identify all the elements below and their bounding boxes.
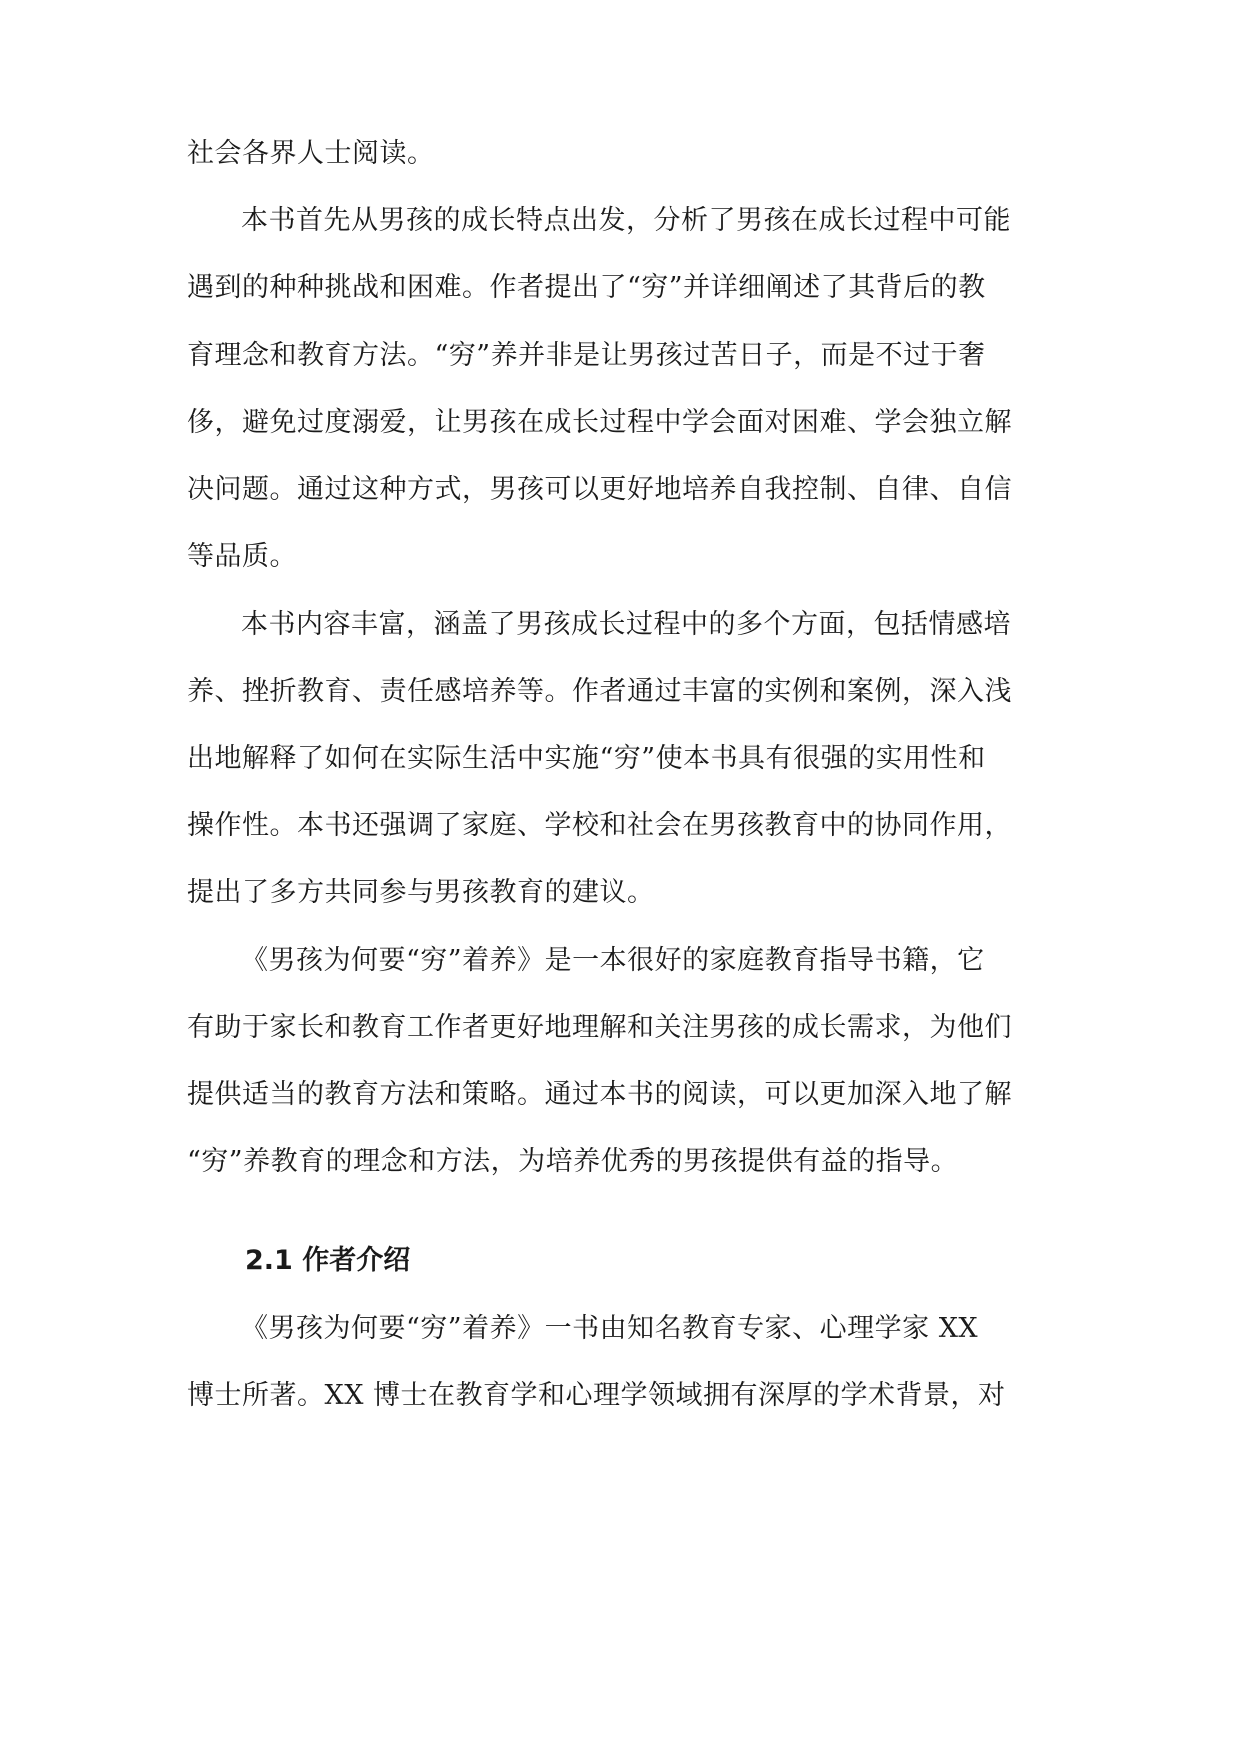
paragraph-line: 有助于家长和教育工作者更好地理解和关注男孩的成长需求，为他们: [187, 1012, 1012, 1043]
paragraph-line: 博士所著。XX 博士在教育学和心理学领域拥有深厚的学术背景，对: [187, 1380, 1006, 1411]
paragraph-line: 侈，避免过度溺爱，让男孩在成长过程中学会面对困难、学会独立解: [187, 407, 1012, 438]
paragraph-line: 本书内容丰富，涵盖了男孩成长过程中的多个方面，包括情感培: [241, 609, 1011, 640]
paragraph-line: 提供适当的教育方法和策略。通过本书的阅读，可以更加深入地了解: [187, 1079, 1012, 1110]
paragraph-line: 等品质。: [187, 541, 297, 572]
paragraph-line: 《男孩为何要“穷”着养》是一本很好的家庭教育指导书籍，它: [241, 945, 985, 976]
paragraph-line: 决问题。通过这种方式，男孩可以更好地培养自我控制、自律、自信: [187, 474, 1012, 505]
paragraph-line: 社会各界人士阅读。: [187, 138, 435, 169]
paragraph-line: “穷”养教育的理念和方法，为培养优秀的男孩提供有益的指导。: [187, 1146, 959, 1177]
paragraph-line: 本书首先从男孩的成长特点出发，分析了男孩在成长过程中可能: [241, 205, 1011, 236]
paragraph-line: 操作性。本书还强调了家庭、学校和社会在男孩教育中的协同作用，: [187, 810, 1012, 841]
paragraph-line: 提出了多方共同参与男孩教育的建议。: [187, 877, 655, 908]
paragraph-line: 养、挫折教育、责任感培养等。作者通过丰富的实例和案例，深入浅: [187, 676, 1012, 707]
paragraph-line: 出地解释了如何在实际生活中实施“穷”使本书具有很强的实用性和: [187, 743, 986, 774]
paragraph-line: 育理念和教育方法。“穷”养并非是让男孩过苦日子，而是不过于奢: [187, 340, 986, 371]
section-heading: 2.1 作者介绍: [245, 1245, 411, 1276]
paragraph-line: 《男孩为何要“穷”着养》一书由知名教育专家、心理学家 XX: [241, 1313, 979, 1344]
paragraph-line: 遇到的种种挑战和困难。作者提出了“穷”并详细阐述了其背后的教: [187, 272, 986, 303]
